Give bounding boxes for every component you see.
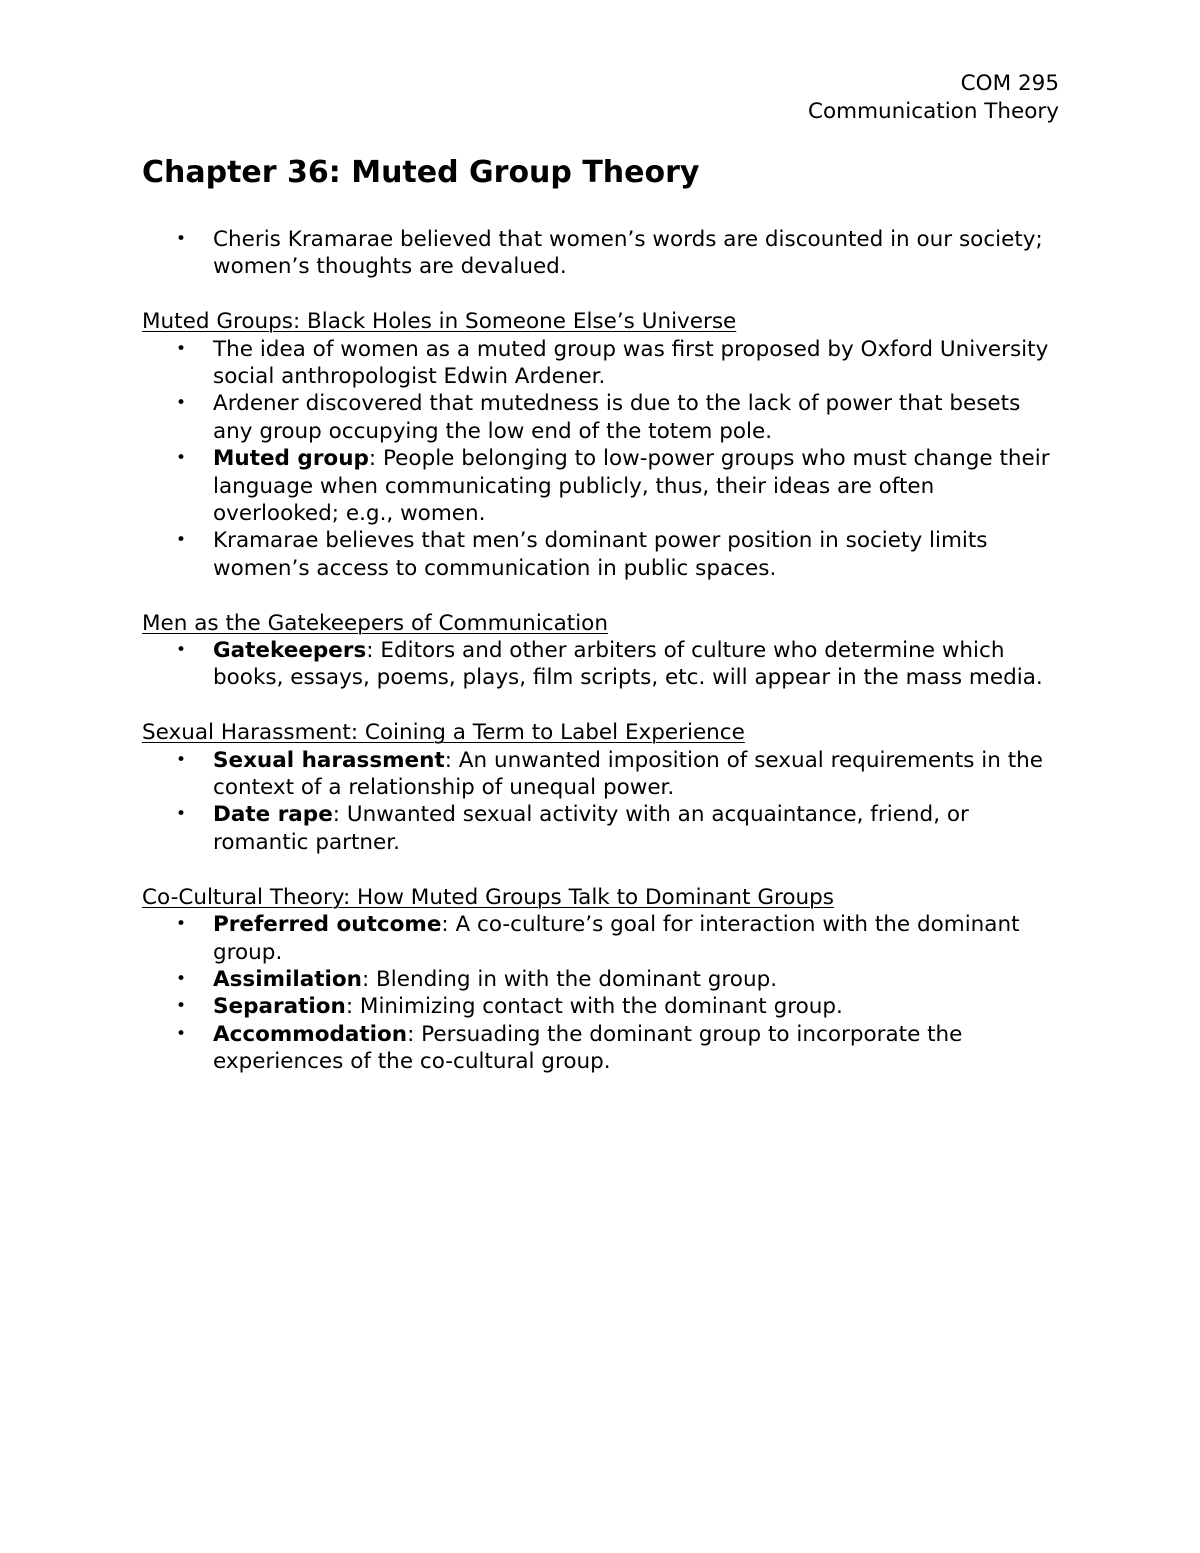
intro-section	[142, 226, 1062, 281]
bullet-icon: •	[176, 1023, 187, 1044]
bullet-term: Sexual harassment	[213, 747, 445, 773]
bullet-text: : Blending in with the dominant group.	[361, 966, 778, 992]
section-gatekeepers	[142, 610, 1062, 692]
page-header	[808, 70, 1059, 126]
bullet-term: Assimilation	[213, 966, 362, 992]
bullet-text: The idea of women as a muted group was first proposed by Oxford University social anthropologist Edwin Ardener.	[213, 336, 1049, 390]
bullet-icon: •	[176, 530, 187, 551]
course-subject: Communication Theory	[808, 99, 1059, 124]
bullet-list	[142, 637, 1062, 692]
list-item	[142, 336, 1062, 391]
bullet-icon: •	[176, 968, 187, 989]
bullet-text: : People belonging to low-power groups who must change their language when communicating publicly, thus, their ideas are often overlooked; e.g., women.	[213, 446, 1050, 527]
list-item	[142, 966, 1062, 993]
bullet-text: : An unwanted imposition of sexual requirements in the context of a relationship of unequal power.	[213, 747, 1043, 801]
bullet-list	[142, 336, 1062, 583]
bullet-icon: •	[176, 914, 187, 935]
bullet-term: Separation	[213, 994, 346, 1020]
section-heading: Muted Groups: Black Holes in Someone Else’s Universe	[142, 309, 737, 335]
bullet-text: Cheris Kramarae believed that women’s words are discounted in our society; women’s thoughts are devalued.	[213, 227, 1043, 280]
bullet-icon: •	[176, 229, 187, 249]
bullet-icon: •	[176, 804, 187, 825]
bullet-text: Ardener discovered that mutedness is due to the lack of power that besets any group occupying the low end of the totem pole.	[213, 391, 1021, 444]
list-item	[142, 747, 1062, 802]
bullet-term: Gatekeepers	[213, 638, 367, 664]
list-item	[142, 390, 1062, 445]
bullet-text: : Editors and other arbiters of culture who determine which books, essays, poems, plays, film scripts, etc. will appear in the mass media.	[213, 638, 1043, 691]
bullet-term: Muted group	[213, 446, 369, 472]
list-item	[142, 993, 1062, 1020]
bullet-icon: •	[176, 996, 187, 1017]
bullet-icon: •	[176, 749, 187, 770]
bullet-term: Preferred outcome	[213, 912, 442, 938]
section-heading: Co-Cultural Theory: How Muted Groups Talk to Dominant Groups	[142, 884, 834, 910]
list-item	[142, 445, 1062, 527]
bullet-list	[142, 911, 1062, 1075]
bullet-term: Accommodation	[213, 1021, 408, 1047]
document-body	[142, 226, 1062, 1103]
course-code: COM 295	[960, 71, 1059, 96]
bullet-text: : Persuading the dominant group to incorporate the experiences of the co-cultural group.	[213, 1021, 963, 1075]
bullet-icon: •	[176, 448, 187, 469]
list-item	[142, 911, 1062, 966]
bullet-text: : A co-culture’s goal for interaction with the dominant group.	[213, 912, 1020, 965]
bullet-text: : Unwanted sexual activity with an acquaintance, friend, or romantic partner.	[213, 802, 969, 855]
section-co-cultural-theory	[142, 884, 1062, 1076]
bullet-text: Kramarae believes that men’s dominant power position in society limits women’s access to communication in public spaces.	[213, 528, 988, 581]
section-sexual-harassment	[142, 719, 1062, 856]
list-item	[142, 1021, 1062, 1076]
bullet-icon: •	[176, 338, 187, 359]
page-title: Chapter 36: Muted Group Theory	[142, 155, 700, 190]
section-heading: Men as the Gatekeepers of Communication	[142, 610, 608, 636]
bullet-text: : Minimizing contact with the dominant group.	[345, 994, 843, 1020]
intro-bullet-list	[142, 226, 1062, 281]
list-item	[142, 527, 1062, 582]
section-muted-groups	[142, 308, 1062, 582]
bullet-icon: •	[176, 393, 187, 414]
bullet-list	[142, 747, 1062, 857]
list-item	[142, 801, 1062, 856]
list-item	[142, 226, 1062, 281]
bullet-term: Date rape	[213, 802, 333, 828]
list-item	[142, 637, 1062, 692]
section-heading: Sexual Harassment: Coining a Term to Label Experience	[142, 720, 745, 746]
bullet-icon: •	[176, 640, 187, 661]
